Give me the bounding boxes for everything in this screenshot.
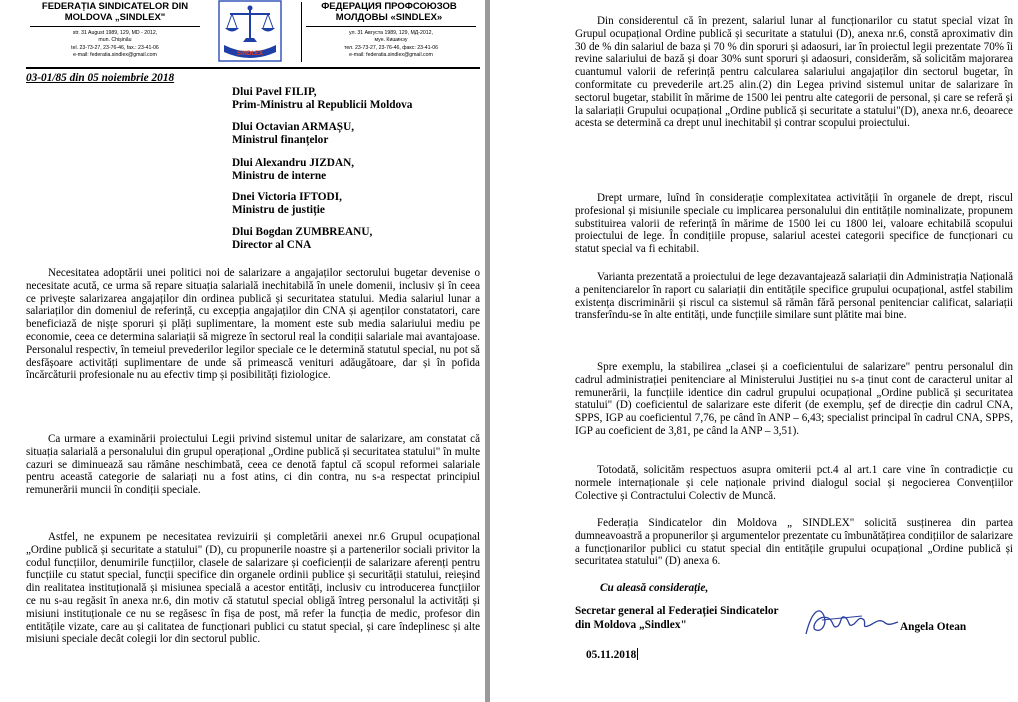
logo [218,0,282,62]
page-right [490,0,1018,702]
header-right-address: ул. 31 Августа 1989, 129, МД-2012, мун. Кишинэу тел. 23-73-27, 23-76-46, факс: 23-41-06 e-mail: federatia.sindlex@gmail.com [344,30,438,59]
header-left-rule [30,26,200,27]
recipient: Dlui Pavel FILIP, Prim-Ministru al Republicii Moldova [232,86,413,112]
body-paragraph: Spre exemplu, la stabilirea „clasei și a coeficientului de salarizare" pentru personalul din cadrul administrației penitenciare al Ministerului Justiției nu s-a ținut cont de caracterul unitar al remunerării, la funcțiile identice din cadrul grupului ocupațional „Ordine publică și securitatea statului" (D) coeficientul de salarizare este diferit (de exemplu, șef de direcție din cadrul CNA, SPPS, IGP au coeficientul 7,76, pe când în ANP – 6,43; specialist principal în cadrul CNA, SPPS, IGP au coeficient de 3,81, pe când la ANP – 3,51). [575,361,1013,437]
signature-icon [802,604,902,638]
header-left [30,1,200,23]
body-paragraph: Drept urmare, luînd în considerație complexitatea activității în organele de drept, riscul profesional și misiunile speciale cu implicarea personalului din entitățile nominalizate, propunem substituirea valorii de referință în mărime de 1500 lei cu 1800 lei, valoare echitabilă scopului proiectului de lege. În condițiile propuse, salariul acestei categorii specifice de funcționari cu statut special va fi echitabil. [575,192,1013,256]
body-paragraph: Necesitatea adoptării unei politici noi de salarizare a angajaților sectorului bugetar devenise o necesitate acută, ce urma să repare situația salarială inechitabilă în unele domenii, inclusiv și în ceea ce privește salarizarea angajaților din ordinea publică și securitatea statului. Media salariul lunar a salariaților din domeniul de referință, cu excepția angajaților din CNA și agenților constatatori, care beneficiază de nișțe sporuri și plăți suplimentare, la moment este sub media salariului mediu pe economie, ceea ce determina salariații să migreze în sectorul real la condiții salariale mai avantajoase. Personalul respectiv, în temeiul prevederilor legilor speciale ce le determină statutul special, nu pot să desfășoare activități suplimentare de unde să primească venituri adăugătoare, dar și în pofida încărcăturii profesionale nu au efectiv timp și posibilități fiziologice. [26,267,480,382]
body-paragraph: Varianta prezentată a proiectului de lege dezavantajează salariații din Administrația Națională a penitenciarelor în raport cu salariații din entitățile specifice grupului ocupațional, astfel stabilim existența discriminării și riscul ca sistemul să rămân fără personal penitenciar calificat, salariații transferîndu-se în alte entități, unde funcțiile similare sunt plătite mai bine. [575,271,1013,322]
header-left-name: FEDERAȚIA SINDICATELOR DIN MOLDOVA „SINDLEX" [41,1,189,23]
text-cursor [637,648,638,660]
body-paragraph: Astfel, ne expunem pe necesitatea revizuirii și completării anexei nr.6 Grupul ocupațional „Ordine publică și securitate a statului" (D), cu propunerile noastre și a partenerilor sociali privitor la codul funcțiilor, denumirile funcțiilor, clasele de salarizare și coeficienții de salarizare aferenți pentru funcțiile cu statut special, funcții specifice din organele ordinii publice și securității statului, reieșind din realitatea instituțională și misiunea specială a acestor entități, inclusiv cu introducerea funcțiilor ce nu s-au regăsit în anexa nr.6, din motiv că statutul special obligă întreg personalul la activități și misiuni instituționale ce nu se regăsesc în fișa de post, mă refer la funcția de medic, profesor din entitățile vizate, care au și calitatea de funcționari publici cu statut special, și care îndeplinesc și alte misiuni speciale decât colegii lor din sectorul public. [26,531,480,646]
header-right-rule [306,26,476,27]
recipient: Dlui Alexandru JIZDAN, Ministru de interne [232,157,355,183]
header-right [300,1,478,23]
scales-icon [218,0,282,62]
date: 05.11.2018 [586,649,637,661]
signer-title: Secretar general al Federației Sindicatelor [575,605,779,617]
header-right-name: ФЕДЕРАЦИЯ ПРОФСОЮЗОВ МОЛДОВЫ «SINDLEX» [321,1,457,23]
body-paragraph: Ca urmare a examinării proiectului Legii privind sistemul unitar de salarizare, am constatat că situația salarială a personalului din grupul operațional „Ordine publică și securitatea statului" în multe cazuri se diminuează sau rămâne neschimbată, ceea ce denotă faptul că scopul reformei salariale pentru această categorie de salariați nu a fost atins, ci din contra, nu s-a respectat principiul remunerării muncii în condiții speciale. [26,433,480,497]
recipient: Dlui Bogdan ZUMBREANU, Director al CNA [232,226,373,252]
signature [802,604,902,638]
signer-name: Angela Otean [900,621,967,633]
recipient: Dnei Victoria IFTODI, Ministru de justiție [232,191,342,217]
body-paragraph: Din considerentul că în prezent, salariul lunar al funcționarilor cu statut special vizat în Grupul ocupațional Ordine publică și securitate a statului (D), anexa nr.6, constă aproximativ din 30 de % din salariul de baza și 70 % din sporuri și adaosuri, iar în proiectul legii prezentate 70% îi revine salariului de bază și doar 30% sunt sporuri și adaosuri, considerăm, să solicităm majorarea cuantumul valorii de referință pentru calcularea salariului angajaților din sectorul bugetar, în conformitate cu prevederile art.25 alin.(2) din Legea privind sistemul unitar de salarizare în sectorul bugetar, stabilit în mărime de 1500 lei pentru alte categorii de personal, și care se referă și la salariații Grupului ocupațional „Ordine publică și securitate a statului"(D), anexa nr.6, deoarece acesta se determină ca drept unul inechitabil și contrar scopului proiectului. [575,15,1013,130]
reference-number: 03-01/85 din 05 noiembrie 2018 [26,72,175,84]
recipient: Dlui Octavian ARMAȘU, Ministrul finanțelor [232,121,355,147]
header-rule [26,67,480,69]
header-left-address: str. 31 August 1989, 129, MD - 2012, mun. Chișinău tel. 23-73-27, 23-76-46, fax.: 23-41-06 e-mail: federatia.sindlex@gmail.com [71,30,159,59]
body-paragraph: Totodată, solicităm respectuos asupra omiterii pct.4 al art.1 care vine în contradicție cu normele internaționale și cele naționale privind dialogul social și negocierea Convențiilor Colective și Contractului Colectiv de Muncă. [575,464,1013,502]
svg-text:SINDLEX: SINDLEX [236,51,264,57]
page-left [0,0,485,702]
salutation: Cu aleasă considerație, [600,582,709,594]
body-paragraph: Federația Sindicatelor din Moldova „ SINDLEX" solicită susținerea din partea dumneavoastră a propunerilor și argumentelor prezentate cu îmbunătățirea condițiilor de salarizare a funcționarilor publici cu statut special din entitățile grupului ocupațional „Ordine publică și securitatea statului" (D) anexa 6. [575,517,1013,568]
signer-title: din Moldova „Sindlex" [575,619,687,631]
